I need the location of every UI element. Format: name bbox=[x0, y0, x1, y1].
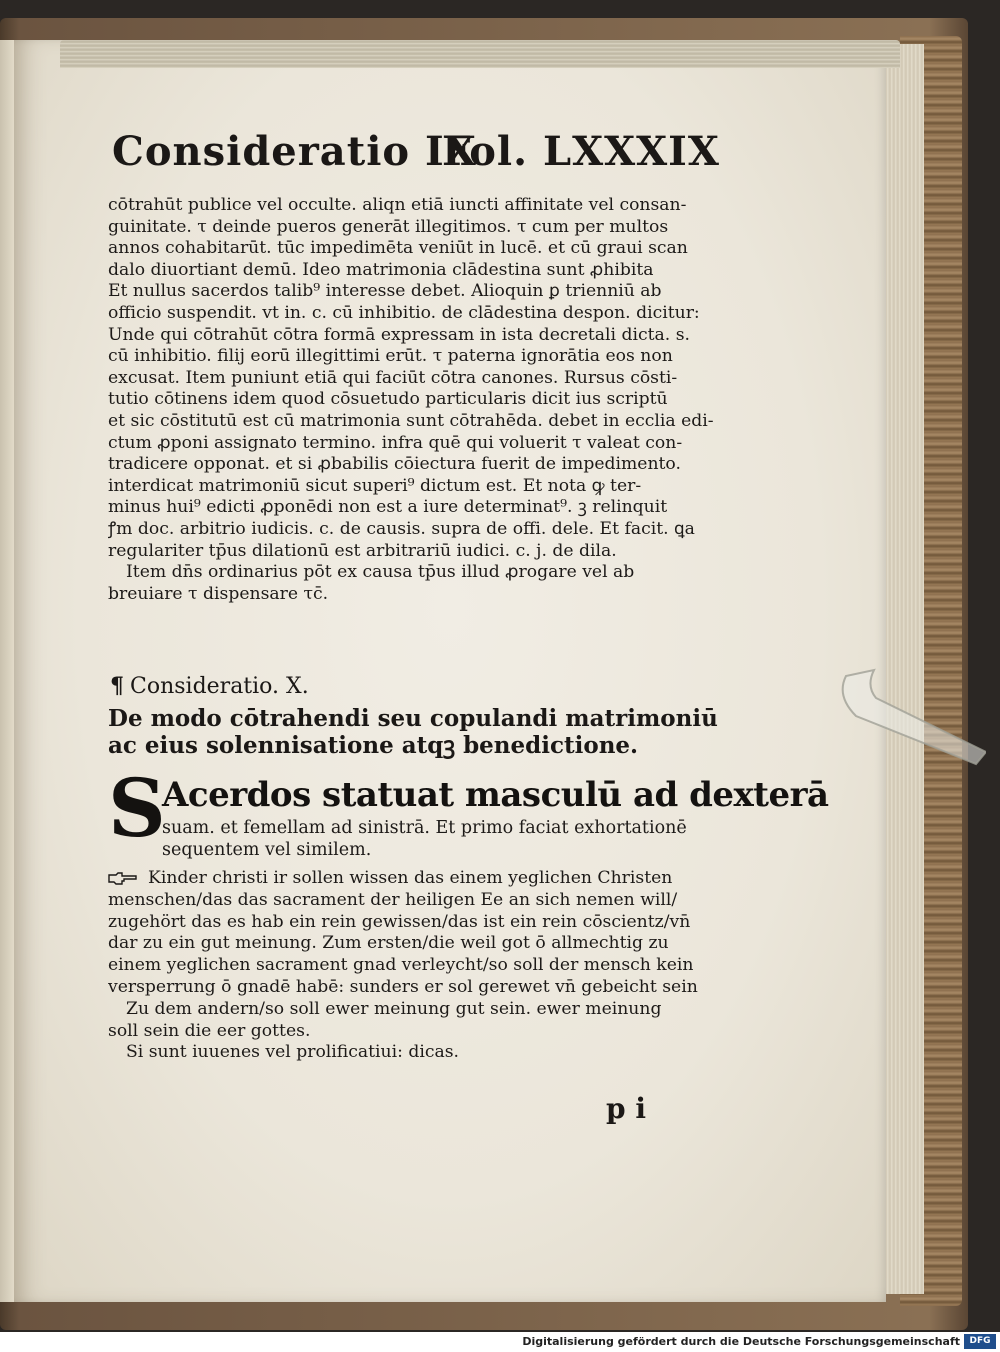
digitization-footer bbox=[0, 1332, 1000, 1352]
pointing-hand-icon bbox=[108, 872, 138, 886]
text-line: interdicat̄ matrimoniū sicut superi⁹ dictum est. Et nota ꝙ ter- bbox=[108, 475, 642, 496]
running-header bbox=[112, 128, 742, 188]
signature-mark: p i bbox=[606, 1092, 646, 1125]
german-line-text: Kinder christi ir sollen wissen das einem yeglichen Christen bbox=[148, 868, 673, 888]
incipit-text bbox=[162, 817, 738, 861]
text-line: Item dn̄s ordinarius pōt ex causa tp̄us illud ꝓrogare vel ab bbox=[126, 562, 635, 583]
text-line: einem yeglichen sacrament gnad verleycht/so soll der mensch kein bbox=[108, 955, 694, 976]
folio-number: Fol. LXXXIX bbox=[442, 128, 720, 175]
section-heading bbox=[110, 673, 740, 700]
initial-capital: S bbox=[108, 761, 166, 855]
text-line: minus hui⁹ edicti ꝓponēdi non est a iure determinat⁹. ꝫ relinquit̄ bbox=[108, 497, 668, 518]
section-subtitle bbox=[108, 705, 738, 759]
body-text bbox=[108, 195, 738, 605]
text-line: ꝭm doc. arbitrio iudicis. c. de causis. supra de offi. dele. Et facit. ꝗa bbox=[108, 518, 695, 539]
text-line: Unde qui cōtrahūt cōtra formā expressam in ista decretali dicta. s. bbox=[108, 324, 690, 345]
text-line: Si sunt iuuenes vel prolificatiui: dicas. bbox=[126, 1042, 460, 1063]
text-line: cū inhibitio. filij eorū illegittimi erūt. τ paterna ignorātia eos non bbox=[108, 346, 673, 367]
text-line: versperrung ō gnadē habē: sunders er sol gerewet vn̄ gebeicht sein bbox=[108, 976, 698, 997]
text-line: sequentem vel similem. bbox=[162, 840, 372, 860]
text-line: officio suspendit̄. vt in. c. cū inhibitio. de clādestina despon. dicitur: bbox=[108, 302, 700, 323]
text-line: Et nullus sacerdos talib⁹ interesse debet. Alioquin ꝑ trienniū ab bbox=[108, 281, 662, 302]
text-line: suam. et femellam ad sinistrā. Et primo faciat exhortationē bbox=[162, 818, 687, 838]
header-section-label: Consideratio IX bbox=[112, 128, 477, 175]
dfg-logo: DFG bbox=[964, 1334, 996, 1349]
text-line: excusat. Item puniunt̄ etiā qui faciūt cōtra canones. Rursus cōsti- bbox=[108, 367, 678, 388]
text-line: guinitate. τ deinde pueros generāt illegitimos. τ cum per multos bbox=[108, 216, 669, 237]
text-line: tradicere opponat. et si ꝓbabilis cōiectura fuerit de impedimento. bbox=[108, 454, 681, 475]
page-clip-icon bbox=[836, 656, 986, 766]
subtitle-line: ac eius solennisatione atqꝫ benedictione. bbox=[108, 732, 639, 759]
text-line: breuiare τ dispensare τc̄. bbox=[108, 583, 329, 604]
text-line: et sic cōstitutū est cū matrimonia sunt cōtrahēda. debet in ecclia edi- bbox=[108, 410, 714, 431]
text-line: Zu dem andern/so soll ewer meinung gut sein. ewer meinung bbox=[126, 998, 662, 1019]
german-exhortation bbox=[108, 868, 740, 1064]
text-line: regulariter tp̄us dilationū est arbitrariū iudici. c. j. de dila. bbox=[108, 540, 617, 561]
text-line: cōtrahūt publice vel occulte. aliqn etiā iuncti affinitate vel consan- bbox=[108, 195, 687, 215]
text-line: menschen/das das sacrament der heiligen Ee an sich nemen will/ bbox=[108, 889, 678, 910]
text-line: tutio cōtinens idem quod cōsuetudo particularis dicit̄ ius scriptū bbox=[108, 389, 668, 410]
text-line: zugehört das es hab ein rein gewissen/das ist ein rein cōscientz/vn̄ bbox=[108, 911, 691, 932]
subtitle-line: De modo cōtrahendi seu copulandi matrimoniū bbox=[108, 705, 718, 732]
footer-credit: Digitalisierung gefördert durch die Deutsche Forschungsgemeinschaft bbox=[522, 1335, 960, 1348]
text-line bbox=[108, 868, 740, 890]
text-line: dalo diuortiant̄ demū. Ideo matrimonia clādestina sunt ꝓhibita bbox=[108, 259, 654, 280]
text-line: dar zu ein gut meinung. Zum ersten/die weil got ō allmechtig zu bbox=[108, 933, 669, 954]
text-line: ctum ꝓponi assignato termino. infra quē qui voluerit τ valeat con- bbox=[108, 432, 683, 453]
page-top-edge bbox=[60, 40, 900, 68]
text-line: annos cohabitarūt. tūc impedimēta veniūt in lucē. et cū graui scan bbox=[108, 238, 688, 259]
text-line: soll sein die eer gottes. bbox=[108, 1020, 311, 1041]
incipit-first-line: Acerdos statuat masculū ad dexterā bbox=[162, 775, 829, 815]
section-heading-text: Consideratio. X. bbox=[130, 674, 309, 699]
pilcrow-icon: ¶ bbox=[110, 673, 124, 699]
